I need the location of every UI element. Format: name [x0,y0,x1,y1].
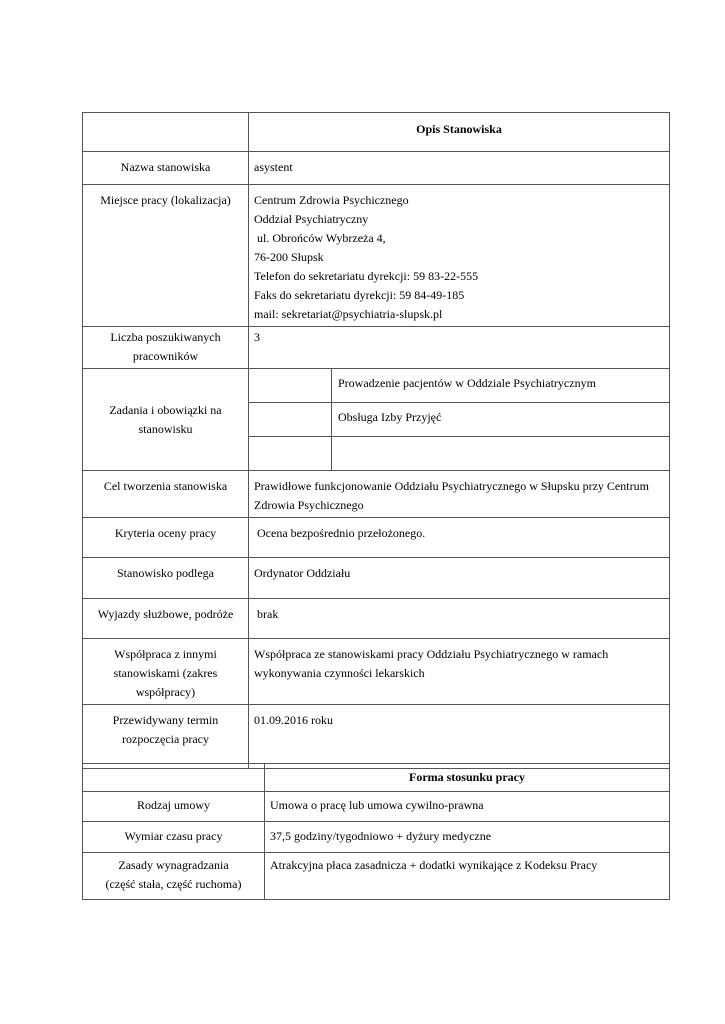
fax-line: Faks do sekretariatu dyrekcji: 59 84-49-185 [254,288,465,302]
row-label-miejsce: Miejsce pracy (lokalizacja) [83,185,249,327]
row-label-rodzaj: Rodzaj umowy [83,792,265,822]
row-value-nazwa: asystent [249,152,670,185]
row-label-wyjazdy: Wyjazdy służbowe, podróże [83,599,249,639]
value-line: Prawidłowe funkcjonowanie Oddziału Psychiatrycznego w Słupsku przy Centrum [254,479,649,493]
label-line: pracowników [132,349,199,363]
row-value-wspolpraca [249,639,670,705]
row-label-wymiar: Wymiar czasu pracy [83,822,265,853]
label-line: Współpraca z innymi [114,647,217,661]
row-label-zadania [83,369,249,471]
email-line: mail: sekretariat@psychiatria-slupsk.pl [254,307,443,321]
label-line: stanowisku [138,421,193,436]
job-description-table [82,112,670,769]
employment-form-table [82,763,670,900]
task-number-cell [249,369,332,403]
label-line: współpracy) [135,685,196,699]
task-number-cell [249,403,332,437]
row-value-cel [249,471,670,518]
table-title: Forma stosunku pracy [265,764,670,792]
phone-line: Telefon do sekretariatu dyrekcji: 59 83-22-555 [254,269,479,283]
value-line: Współpraca ze stanowiskami pracy Oddziału Psychiatrycznego w ramach [254,647,609,661]
row-label-nazwa: Nazwa stanowiska [83,152,249,185]
task-item: Prowadzenie pacjentów w Oddziale Psychiatrycznym [332,369,670,403]
address-line: Oddział Psychiatryczny [254,212,369,226]
row-label-zasady [83,853,265,900]
row-value-termin: 01.09.2016 roku [249,705,670,769]
label-line: Zadania i obowiązki na [109,402,222,417]
row-value-miejsce [249,185,670,327]
header-empty-cell [83,764,265,792]
label-line: Zasady wynagradzania [118,858,229,872]
value-line: wykonywania czynności lekarskich [254,666,425,680]
task-number-cell [249,437,332,471]
row-label-kryteria: Kryteria oceny pracy [83,518,249,558]
address-line: ul. Obrońców Wybrzeża 4, [254,231,386,245]
row-label-termin [83,705,249,769]
label-line: stanowiskami (zakres [113,666,218,680]
label-line: rozpoczęcia pracy [122,732,209,746]
row-value-podlega: Ordynator Oddziału [249,558,670,599]
row-value-rodzaj: Umowa o pracę lub umowa cywilno-prawna [265,792,670,822]
label-line: Przewidywany termin [112,713,219,727]
row-value-wyjazdy: brak [249,599,670,639]
label-line: (część stała, część ruchoma) [105,877,242,891]
row-label-wspolpraca [83,639,249,705]
row-value-liczba: 3 [249,327,670,369]
label-line: Liczba poszukiwanych [110,330,221,344]
value-line: Zdrowia Psychicznego [254,498,364,512]
address-line: Centrum Zdrowia Psychicznego [254,193,409,207]
row-value-zasady: Atrakcyjna płaca zasadnicza + dodatki wynikające z Kodeksu Pracy [265,853,670,900]
row-value-kryteria: Ocena bezpośrednio przełożonego. [249,518,670,558]
table-title: Opis Stanowiska [249,113,670,152]
row-label-cel: Cel tworzenia stanowiska [83,471,249,518]
task-item [332,437,670,471]
task-item: Obsługa Izby Przyjęć [332,403,670,437]
address-line: 76-200 Słupsk [254,250,324,264]
header-empty-cell [83,113,249,152]
row-label-podlega: Stanowisko podlega [83,558,249,599]
row-label-liczba [83,327,249,369]
row-value-wymiar: 37,5 godziny/tygodniowo + dyżury medyczne [265,822,670,853]
